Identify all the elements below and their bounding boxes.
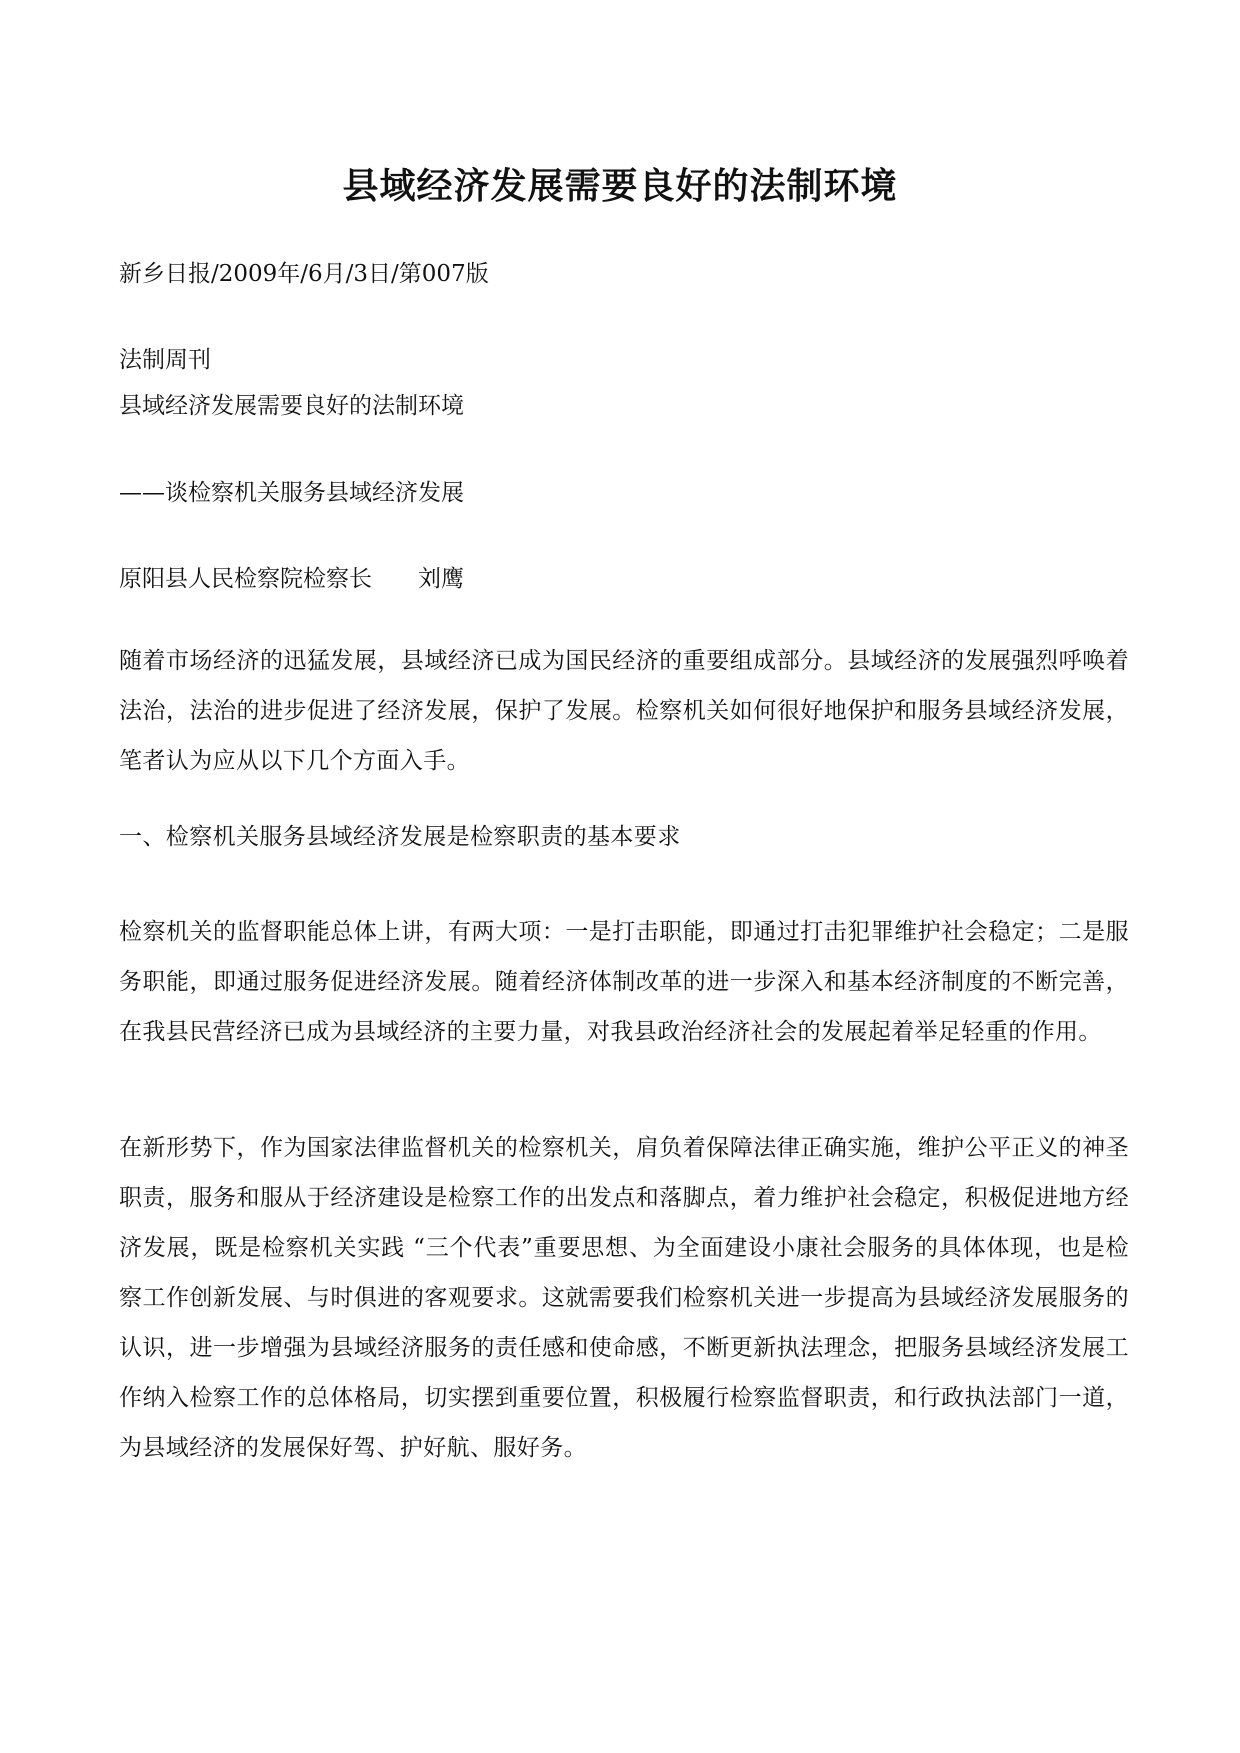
section-heading: 一、检察机关服务县域经济发展是检察职责的基本要求 [119,824,681,850]
body-paragraph: 检察机关的监督职能总体上讲，有两大项：一是打击职能，即通过打击犯罪维护社会稳定；二是服务职能，即通过服务促进经济发展。随着经济体制改革的进一步深入和基本经济制度的不断完善，在我县民营经济已成为县域经济的主要力量，对我县政治经济社会的发展起着举足轻重的作用。 [119,919,1129,1045]
body-paragraph: 在新形势下，作为国家法律监督机关的检察机关，肩负着保障法律正确实施，维护公平正义的神圣职责，服务和服从于经济建设是检察工作的出发点和落脚点，着力维护社会稳定，积极促进地方经济发展，既是检察机关实践 “三个代表”重要思想、为全面建设小康社会服务的具体体现，也是检察工作创新发展、与时俱进的客观要求。这就需要我们检察机关进一步提高为县域经济发展服务的认识，进一步增强为县域经济服务的责任感和使命感，不断更新执法理念，把服务县域经济发展工作纳入检察工作的总体格局，切实摆到重要位置，积极履行检察监督职责，和行政执法部门一道，为县域经济的发展保好驾、护好航、服好务。 [119,1135,1129,1461]
author-name: 刘鹰 [418,566,464,592]
author-title: 原阳县人民检察院检察长 [119,566,372,592]
body-paragraph: 随着市场经济的迅猛发展，县域经济已成为国民经济的重要组成部分。县域经济的发展强烈呼唤着法治，法治的进步促进了经济发展，保护了发展。检察机关如何很好地保护和服务县域经济发展，笔者认为应从以下几个方面入手。 [119,648,1129,774]
article-subheading: ——谈检察机关服务县域经济发展 [119,480,464,506]
source-line: 新乡日报/2009年/6月/3日/第007版 [119,261,489,287]
column-name: 法制周刊 [119,347,211,373]
article-heading: 县域经济发展需要良好的法制环境 [119,393,464,419]
author-line [119,563,464,595]
document-title: 县域经济发展需要良好的法制环境 [342,165,898,207]
